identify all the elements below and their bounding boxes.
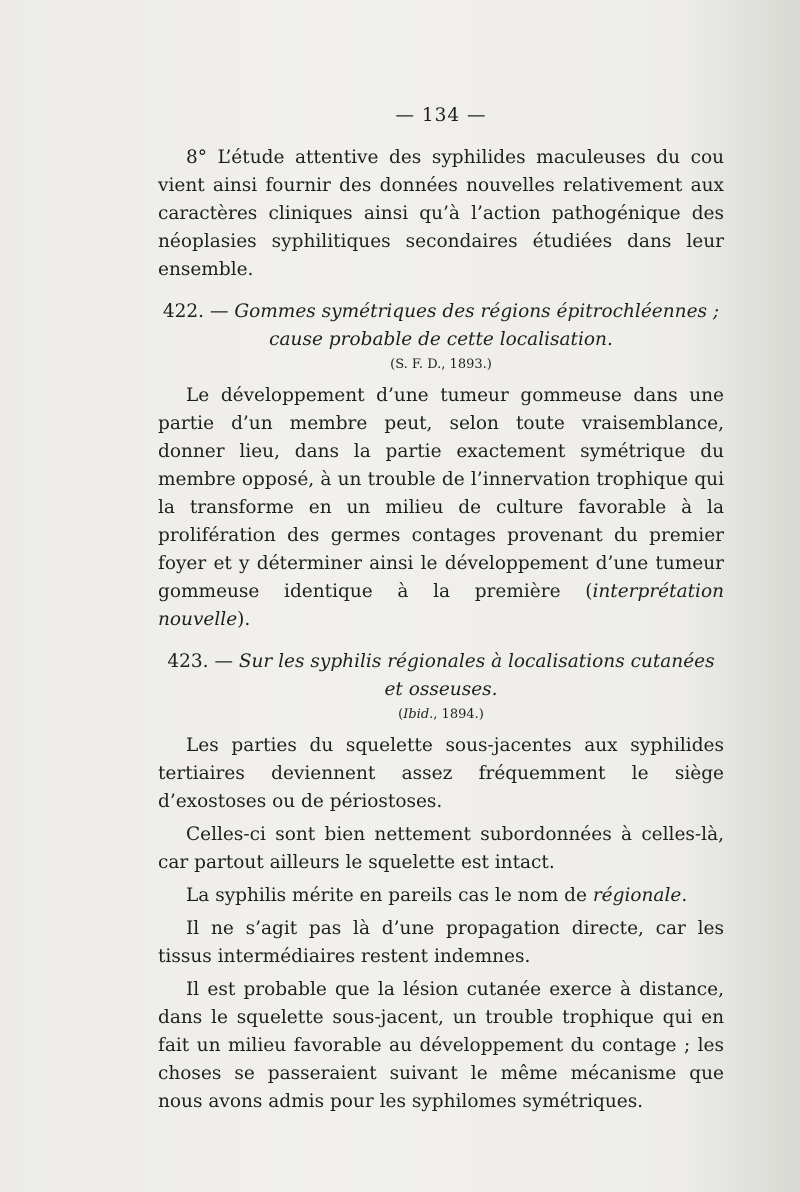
section-422-dash: —: [204, 301, 235, 322]
section-422-paragraph-end: ).: [237, 609, 251, 630]
section-423-paragraph-4: Il ne s’agit pas là d’une propagation directe, car les tissus intermédiaires restent indemnes.: [158, 918, 724, 967]
section-423-title-line2: et osseuses.: [384, 679, 498, 700]
section-423-source-rest: , 1894.): [433, 707, 484, 722]
section-423-paragraph-2: Celles-ci sont bien nettement subordonnées à celles-là, car partout ailleurs le squelette est intact.: [158, 824, 724, 873]
section-422-heading: [158, 298, 724, 354]
section-423-paragraph-3-italic: régionale: [592, 885, 682, 906]
section-423-paragraph-3-text: La syphilis mérite en pareils cas le nom de: [186, 885, 593, 906]
section-422-number: 422.: [162, 301, 205, 322]
section-422-title-line2: cause probable de cette localisation.: [269, 329, 613, 350]
page-number: — 134 —: [395, 105, 487, 126]
section-423-dash: —: [208, 651, 239, 672]
section-423-paragraph-3: [158, 882, 724, 910]
section-423-source-open: (: [398, 707, 404, 722]
section-422-source: (S. F. D., 1893.): [390, 357, 492, 372]
section-422-title-line1: Gommes symétriques des régions épitrochléennes ;: [234, 301, 720, 322]
section-423-source-italic: Ibid.: [403, 707, 434, 722]
section-423-paragraph-5: Il est probable que la lésion cutanée exerce à distance, dans le squelette sous-jacent, un trouble trophique qui en fait un milieu favorable au développement du contage ; les choses se passeraient suivant le même mécanisme que nous avons admis pour les syphilomes symétriques.: [158, 979, 724, 1112]
section-423-heading: [158, 648, 724, 704]
section-423-title-line1: Sur les syphilis régionales à localisations cutanées: [238, 651, 715, 672]
section-422-paragraph-italic: interprétation nouvelle: [158, 581, 724, 630]
section-422-paragraph: [158, 382, 724, 634]
section-423-source: [158, 704, 724, 726]
section-422-paragraph-text: Le développement d’une tumeur gommeuse dans une partie d’un membre peut, selon toute vraisemblance, donner lieu, dans la partie exactement symétrique du membre opposé, à un trouble de l’innervation trophique qui la transforme en un milieu de culture favorable à la prolifération des germes contages provenant du premier foyer et y déterminer ainsi le développement d’une tumeur gommeuse identique à la première (: [158, 385, 724, 602]
section-423-paragraph-1: Les parties du squelette sous-jacentes aux syphilides tertiaires deviennent assez fréquemment le siège d’exostoses ou de périostoses.: [158, 735, 724, 812]
text-column: [158, 102, 724, 1121]
section-423-number: 423.: [167, 651, 209, 672]
intro-paragraph: 8° L’étude attentive des syphilides maculeuses du cou vient ainsi fournir des données nouvelles relativement aux caractères cliniques ainsi qu’à l’action pathogénique des néoplasies syphilitiques secondaires étudiées dans leur ensemble.: [158, 147, 724, 280]
section-423-paragraph-3-end: .: [681, 885, 688, 906]
